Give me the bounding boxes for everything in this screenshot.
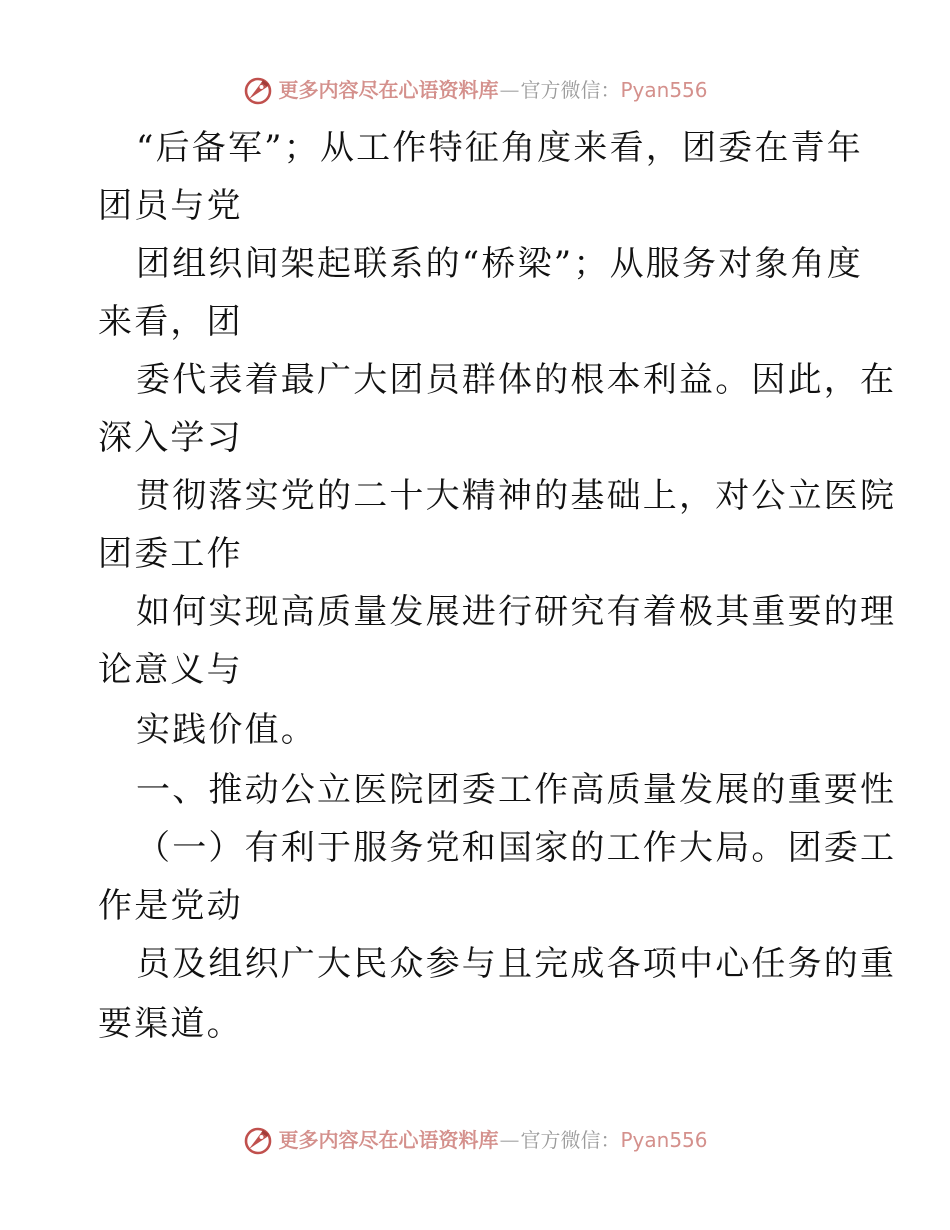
footer-watermark — [0, 1122, 950, 1158]
paragraph-line: 团组织间架起联系的“桥梁”；从服务对象角度 — [136, 244, 863, 284]
watermark-wechat-label: 官方微信： — [520, 78, 621, 102]
header-watermark — [0, 72, 950, 108]
watermark-site-name: 更多内容尽在心语资料库 — [278, 1128, 499, 1152]
paragraph-line: 论意义与 — [98, 650, 243, 690]
pen-nib-circle-icon — [242, 1124, 274, 1156]
section-heading: 一、推动公立医院团委工作高质量发展的重要性 — [136, 770, 897, 810]
subsection-heading-line: （一）有利于服务党和国家的工作大局。团委工 — [136, 828, 897, 868]
paragraph-line: 团委工作 — [98, 534, 243, 574]
paragraph-line: 来看，团 — [98, 302, 243, 342]
watermark-text — [278, 80, 707, 100]
watermark-wechat-id: Pyan556 — [620, 78, 708, 102]
watermark-site-name: 更多内容尽在心语资料库 — [278, 78, 499, 102]
paragraph-line: 要渠道。 — [98, 1004, 243, 1044]
watermark-separator: — — [499, 1128, 520, 1152]
paragraph-line: “后备军”；从工作特征角度来看，团委在青年 — [136, 128, 863, 168]
paragraph-line: 深入学习 — [98, 418, 243, 458]
watermark-text — [278, 1130, 707, 1150]
paragraph-line: 实践价值。 — [136, 710, 317, 750]
watermark-wechat-id: Pyan556 — [620, 1128, 708, 1152]
paragraph-line: 贯彻落实党的二十大精神的基础上，对公立医院 — [136, 476, 897, 516]
paragraph-line: 作是党动 — [98, 886, 243, 926]
paragraph-line: 委代表着最广大团员群体的根本利益。因此，在 — [136, 360, 897, 400]
watermark-wechat-label: 官方微信： — [520, 1128, 621, 1152]
pen-nib-circle-icon — [242, 74, 274, 106]
paragraph-line: 员及组织广大民众参与且完成各项中心任务的重 — [136, 944, 897, 984]
paragraph-line: 如何实现高质量发展进行研究有着极其重要的理 — [136, 592, 897, 632]
paragraph-line: 团员与党 — [98, 186, 243, 226]
watermark-separator: — — [499, 78, 520, 102]
